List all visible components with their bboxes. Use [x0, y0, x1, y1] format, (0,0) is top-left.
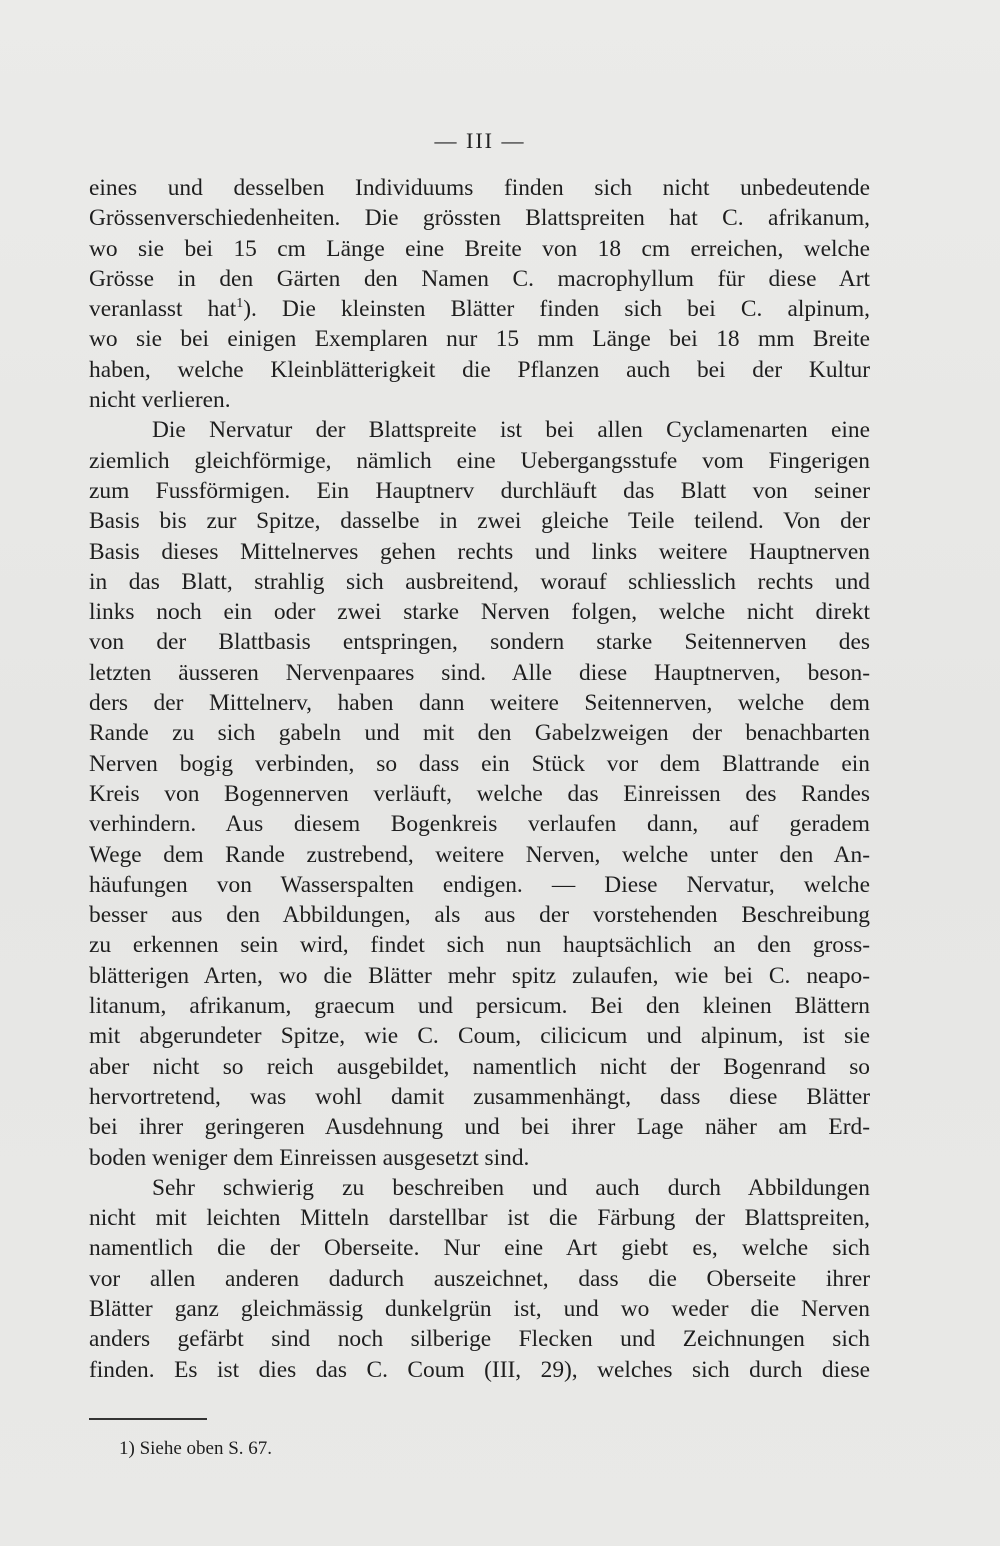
text-line-content: Kreis von Bogennerven verläuft, welche das Einreissen des Randes — [89, 780, 870, 807]
text-line-content: nicht verlieren. — [89, 387, 231, 414]
text-line — [89, 415, 870, 445]
text-line — [89, 537, 870, 567]
page-number: — III — — [434, 128, 526, 153]
text-line — [89, 1021, 870, 1051]
text-line — [89, 779, 870, 809]
text-line-content: boden weniger dem Einreissen ausgesetzt sind. — [89, 1144, 530, 1171]
text-line-content: letzten äusseren Nervenpaares sind. Alle diese Hauptnerven, beson- — [89, 659, 870, 686]
text-line — [89, 809, 870, 839]
text-line — [89, 870, 870, 900]
text-line-content: verhindern. Aus diesem Bogenkreis verlaufen dann, auf geradem — [89, 811, 870, 838]
text-line — [89, 1203, 870, 1233]
text-line-content: finden. Es ist dies das C. Coum (III, 29), welches sich durch diese — [89, 1356, 870, 1383]
text-line-content: mit abgerundeter Spitze, wie C. Coum, cilicicum und alpinum, ist sie — [89, 1023, 870, 1050]
text-line-content: links noch ein oder zwei starke Nerven folgen, welche nicht direkt — [89, 599, 870, 626]
text-line — [89, 203, 870, 233]
text-line — [89, 1355, 870, 1385]
text-line-content: Rande zu sich gabeln und mit den Gabelzweigen der benachbarten — [89, 720, 870, 747]
footnote-marker: 1 — [236, 296, 244, 312]
text-line — [89, 1233, 870, 1263]
text-line-content: Basis dieses Mittelnerves gehen rechts und links weitere Hauptnerven — [89, 538, 870, 565]
text-line — [89, 567, 870, 597]
text-line — [89, 688, 870, 718]
text-line — [89, 749, 870, 779]
text-line-content: bei ihrer geringeren Ausdehnung und bei ihrer Lage näher am Erd- — [89, 1114, 870, 1141]
text-line — [89, 385, 870, 415]
text-line — [89, 658, 870, 688]
text-line — [89, 718, 870, 748]
text-line-content: wo sie bei einigen Exemplaren nur 15 mm Länge bei 18 mm Breite — [89, 326, 870, 353]
text-line-content: Nerven bogig verbinden, so dass ein Stück vor dem Blattrande ein — [89, 750, 870, 777]
text-line-content: besser aus den Abbildungen, als aus der vorstehenden Beschreibung — [89, 902, 870, 929]
text-line — [89, 1294, 870, 1324]
text-line — [89, 1052, 870, 1082]
text-line — [89, 991, 870, 1021]
text-line-content: anders gefärbt sind noch silberige Flecken und Zeichnungen sich — [89, 1326, 870, 1353]
text-line — [89, 627, 870, 657]
footnote-divider — [89, 1418, 207, 1420]
text-line-content: Grössenverschiedenheiten. Die grössten Blattspreiten hat C. afrikanum, — [89, 205, 870, 232]
text-line — [89, 930, 870, 960]
text-line-content: von der Blattbasis entspringen, sondern starke Seitennerven des — [89, 629, 870, 656]
text-line — [89, 1112, 870, 1142]
text-line — [89, 355, 870, 385]
text-line — [89, 1143, 870, 1173]
text-line — [89, 597, 870, 627]
text-line-content: veranlasst hat — [89, 296, 237, 323]
text-line-content: in das Blatt, strahlig sich ausbreitend, worauf schliesslich rechts und — [89, 568, 870, 595]
text-line-content: Blätter ganz gleichmässig dunkelgrün ist, und wo weder die Nerven — [89, 1295, 870, 1322]
text-line — [89, 840, 870, 870]
text-line-content: zu erkennen sein wird, findet sich nun hauptsächlich an den gross- — [89, 932, 870, 959]
text-line-content: blätterigen Arten, wo die Blätter mehr spitz zulaufen, wie bei C. neapo- — [89, 962, 870, 989]
text-line — [89, 1082, 870, 1112]
text-line-content: Grösse in den Gärten den Namen C. macrophyllum für diese Art — [89, 265, 870, 292]
text-line-content: eines und desselben Individuums finden sich nicht unbedeutende — [89, 175, 870, 201]
text-line — [89, 961, 870, 991]
text-line-content: Basis bis zur Spitze, dasselbe in zwei gleiche Teile teilend. Von der — [89, 508, 870, 535]
text-line — [89, 506, 870, 536]
text-line-content: namentlich die der Oberseite. Nur eine Art giebt es, welche sich — [89, 1235, 870, 1262]
text-line-content: Die Nervatur der Blattspreite ist bei allen Cyclamenarten eine — [152, 417, 870, 444]
text-line — [89, 324, 870, 354]
text-line-content: Wege dem Rande zustrebend, weitere Nerven, welche unter den An- — [89, 841, 870, 868]
text-line-content: hervortretend, was wohl damit zusammenhängt, dass diese Blätter — [89, 1083, 870, 1110]
footnote: 1) Siehe oben S. 67. — [119, 1438, 273, 1459]
text-line — [89, 1264, 870, 1294]
text-line-content: Sehr schwierig zu beschreiben und auch durch Abbildungen — [152, 1174, 870, 1201]
text-line-content: litanum, afrikanum, graecum und persicum. Bei den kleinen Blättern — [89, 993, 870, 1020]
text-line-content: vor allen anderen dadurch auszeichnet, dass die Oberseite ihrer — [89, 1265, 870, 1292]
text-line-content: ziemlich gleichförmige, nämlich eine Uebergangsstufe vom Fingerigen — [89, 447, 870, 474]
text-line-content: haben, welche Kleinblätterigkeit die Pflanzen auch bei der Kultur — [89, 356, 870, 383]
text-line-content: wo sie bei 15 cm Länge eine Breite von 18 cm erreichen, welche — [89, 235, 870, 262]
text-line — [89, 446, 870, 476]
text-line-content: zum Fussförmigen. Ein Hauptnerv durchläuft das Blatt von seiner — [89, 477, 870, 504]
text-line-content: aber nicht so reich ausgebildet, namentlich nicht der Bogenrand so — [89, 1053, 870, 1080]
text-line — [89, 234, 870, 264]
text-line — [89, 294, 870, 324]
text-line — [89, 900, 870, 930]
body-text — [89, 173, 870, 1385]
text-line — [89, 1324, 870, 1354]
text-line — [89, 476, 870, 506]
text-line — [89, 1173, 870, 1203]
text-line-content: nicht mit leichten Mitteln darstellbar ist die Färbung der Blattspreiten, — [89, 1205, 870, 1232]
text-line — [89, 173, 870, 203]
text-line — [89, 264, 870, 294]
text-line-content: häufungen von Wasserspalten endigen. — Diese Nervatur, welche — [89, 871, 870, 898]
text-line-content: ders der Mittelnerv, haben dann weitere Seitennerven, welche dem — [89, 690, 870, 717]
text-line-tail: ). Die kleinsten Blätter finden sich bei C. alpinum, — [243, 296, 870, 323]
